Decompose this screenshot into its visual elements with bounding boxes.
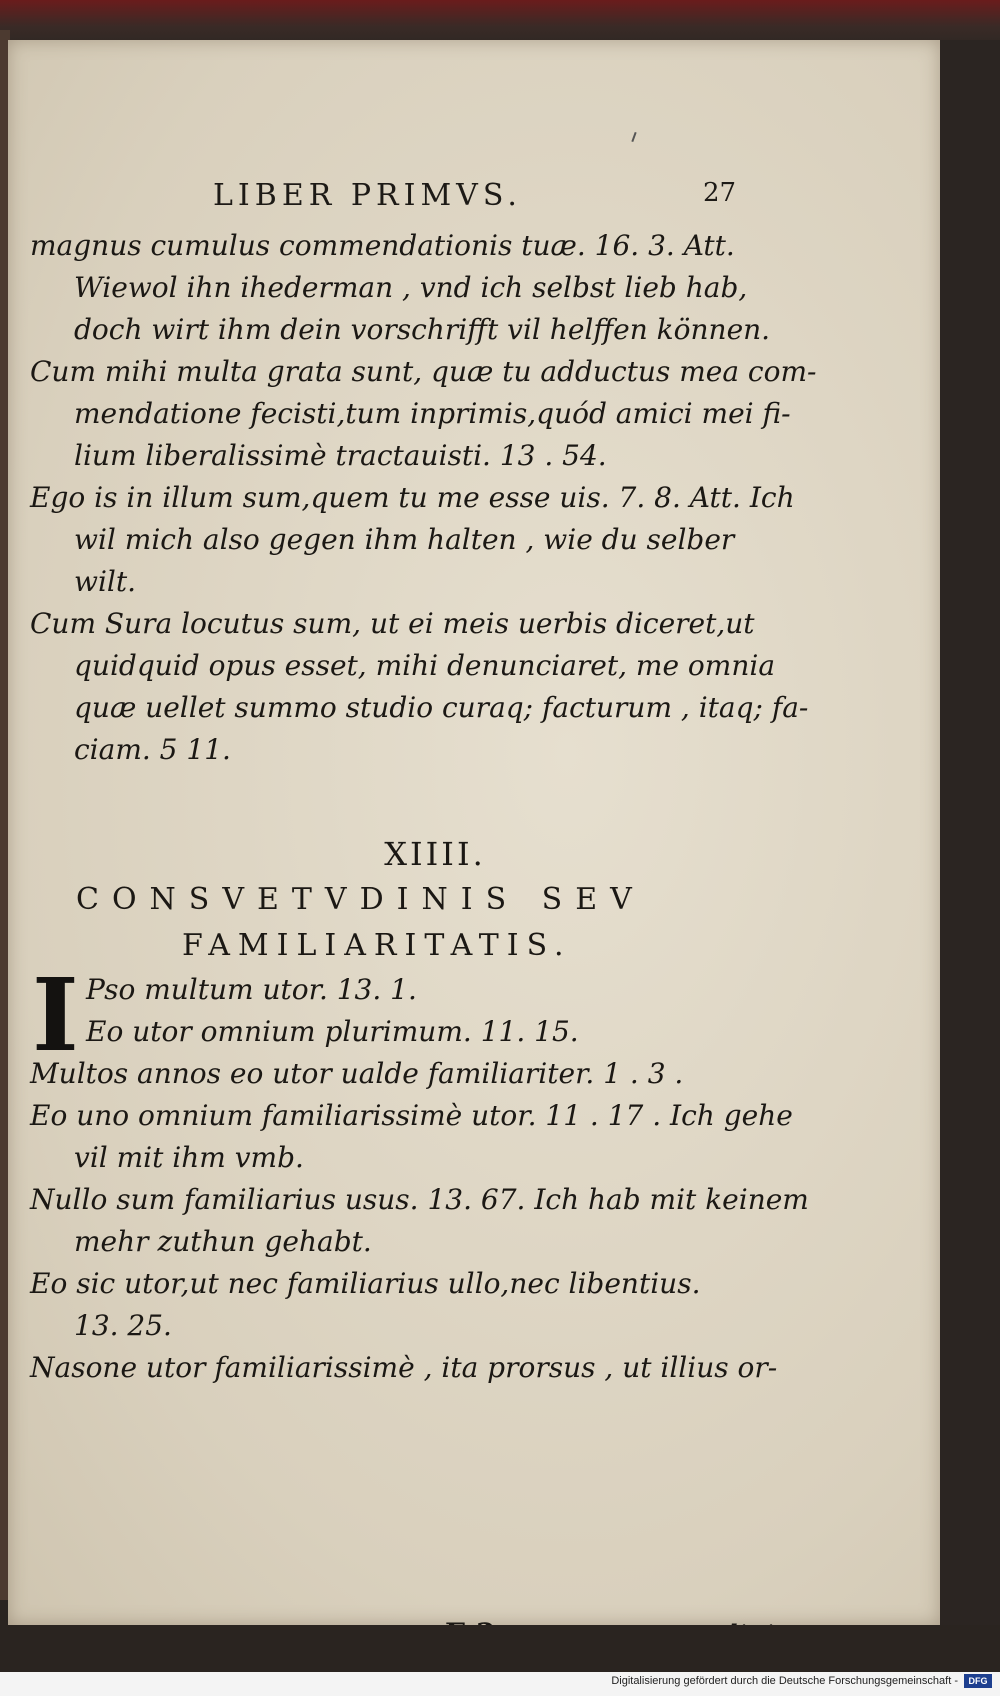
text-line: Nullo sum familiarius usus. 13. 67. Ich hab mit keinem — [30, 1183, 809, 1216]
book-page — [8, 40, 940, 1625]
section-gap — [30, 771, 770, 831]
text-line: Nasone utor familiarissimè , ita prorsus , ut illius or- — [30, 1351, 778, 1384]
text-line: Cum Sura locutus sum, ut ei meis uerbis diceret,ut — [30, 607, 755, 640]
page-text — [30, 225, 817, 1389]
text-line: Cum mihi multa grata sunt, quæ tu adductus mea com- — [30, 355, 817, 388]
entry — [30, 351, 817, 477]
scan-top-edge — [0, 0, 1000, 44]
text-line: wilt. — [74, 565, 137, 598]
dropcap-letter: I — [32, 956, 79, 1074]
text-line: Pso multum utor. 13. 1. — [86, 973, 417, 1006]
text-line: quidquid opus esset, mihi denunciaret, me omnia — [74, 649, 776, 682]
entry — [30, 477, 795, 603]
text-line: vil mit ihm vmb. — [74, 1141, 304, 1174]
dropcap-lines — [30, 969, 770, 1053]
text-line: quæ uellet summo studio curaq; facturum , itaq; fa- — [74, 691, 809, 724]
text-line: Multos annos eo utor ualde familiariter. 1 . 3 . — [30, 1057, 684, 1090]
text-line: mendatione fecisti,tum inprimis,quód amici mei fi- — [74, 397, 791, 430]
text-line: ciam. 5 11. — [74, 733, 231, 766]
entries-top — [30, 225, 817, 771]
text-line: Ego is in illum sum,quem tu me esse uis. 7. 8. Att. Ich — [30, 481, 795, 514]
running-head: LIBER PRIMVS. — [213, 178, 522, 213]
section-title-line-2: FAMILIARITATIS. — [182, 928, 572, 963]
entry — [30, 1263, 770, 1347]
ink-mark — [631, 132, 636, 142]
entry — [30, 603, 809, 771]
entry — [30, 1053, 770, 1095]
dfg-logo: DFG — [964, 1674, 992, 1688]
entry — [30, 1095, 793, 1179]
text-line: Eo sic utor,ut nec familiarius ullo,nec libentius. — [30, 1267, 701, 1300]
text-line: Eo utor omnium plurimum. 11. 15. — [86, 1015, 579, 1048]
text-line: wil mich also gegen ihm halten , wie du selber — [74, 523, 735, 556]
text-line: Eo uno omnium familiarissimè utor. 11 . 17 . Ich gehe — [30, 1099, 793, 1132]
section-number: XIIII. — [384, 835, 486, 873]
text-line: mehr zuthun gehabt. — [74, 1225, 372, 1258]
text-line: doch wirt ihm dein vorschrifft vil helffen können. — [74, 313, 771, 346]
scan-right-edge — [940, 40, 1000, 1625]
folio-number: 27 — [703, 178, 737, 208]
section-title-line-1: CONSVETVDINIS SEV — [76, 882, 645, 917]
text-line: 13. 25. — [74, 1309, 172, 1342]
entry — [30, 225, 770, 351]
footer-credit: Digitalisierung gefördert durch die Deutsche Forschungsgemeinschaft - — [611, 1675, 958, 1687]
entry — [30, 1347, 778, 1389]
entry — [30, 1179, 809, 1263]
entries-bottom — [30, 1053, 809, 1389]
text-line: magnus cumulus commendationis tuæ. 16. 3. Att. — [30, 229, 735, 262]
text-line: Wiewol ihn ihederman , vnd ich selbst lieb hab, — [74, 271, 748, 304]
text-line: lium liberalissimè tractauisti. 13 . 54. — [74, 439, 607, 472]
